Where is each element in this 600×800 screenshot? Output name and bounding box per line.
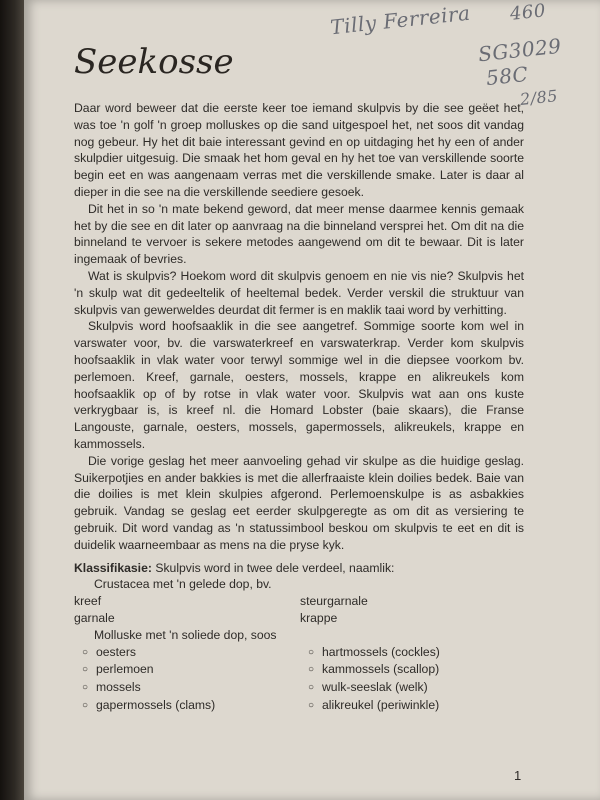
list-item: ○ mossels — [74, 679, 300, 697]
handwritten-code: 2/85 — [519, 86, 559, 109]
list-item: ○ perlemoen — [74, 661, 300, 679]
paragraph: Wat is skulpvis? Hoekom word dit skulpvis genoem en nie vis nie? Skulpvis het 'n skulp wat dit gedeeltelik of heeltemal bedek. Verder verskil die struktuur van skulpvis van gewerweldes deurdat dit fermer is en maklik taai word by verhitting. — [74, 268, 524, 317]
list-item: krappe — [300, 610, 338, 625]
book-binding — [0, 0, 24, 800]
classification-text: Skulpvis word in twee dele verdeel, naamlik: — [155, 560, 395, 575]
handwritten-code: 58C — [484, 61, 530, 91]
paragraph: Dit het in so 'n mate bekend geword, dat meer mense daarmee kennis gemaak het by die see en dit later op aanvraag na die binneland versprei het. Om dit na die binneland te vervoer is sekere metodes aangewend om dit te bewaar. Dit is later ingemaak of bevries. — [74, 201, 524, 267]
crustacea-heading: Crustacea met 'n gelede dop, bv. — [94, 577, 272, 592]
mollusca-heading: Molluske met 'n soliede dop, soos — [94, 627, 277, 642]
list-item: ○ alikreukel (periwinkle) — [300, 697, 524, 715]
list-item: garnale — [74, 610, 115, 625]
handwritten-name: Tilly Ferreira — [329, 0, 472, 40]
list-item: ○ kammossels (scallop) — [300, 661, 524, 679]
paragraph: Skulpvis word hoofsaaklik in die see aangetref. Sommige soorte kom wel in varswater voor, bv. die varswaterkreef en varswaterkrap. Verder kom skulpvis hoofsaaklik in vlak water voor terwyl sommige wel in die diepsee voorkom bv. perlemoen. Kreef, garnale, oesters, mossels, krappe en alikreukels kom hoofsaaklik op of by rotse in vlak water voor. Skulpvis wat aan ons kuste verkrygbaar is, is kreef nl. die Homard Lobster (baie skaars), die Franse Langouste, garnale, oesters, mossels, gapermossels, alikreukels, krappe en kammossels. — [74, 319, 524, 451]
handwritten-code: 460 — [509, 0, 547, 25]
page-title: Seekosse — [74, 42, 234, 82]
page-number: 1 — [514, 768, 522, 783]
list-item: ○ hartmossels (cockles) — [300, 644, 524, 662]
mollusca-list — [74, 644, 524, 715]
list-item: kreef — [74, 594, 102, 609]
list-item: ○ oesters — [74, 644, 300, 662]
list-item: steurgarnale — [300, 594, 368, 609]
paragraph: Daar word beweer dat die eerste keer toe iemand skulpvis by die see geëet het, was toe 'n golf 'n groep molluskes op die sand uitgespoel het, net soos dit vandag nog gebeur. Hy het dit baie interessant gevind en op uitdaging het hy een of ander skulpdier uitgesuig. Die smaak het hom geval en hy het toe van verskillende soorte begin eet en was aangenaam verras met die verskillende smake. Later is daar al dieper in die see na die verskillende seediere gesoek. — [74, 101, 524, 199]
paragraph: Die vorige geslag het meer aanvoeling gehad vir skulpe as die huidige geslag. Suikerpotjies en ander bakkies is met die allerfraaiste klein doilies bedek. Baie van die doilies is met klein skulpies afgerond. Perlemoenskulpe is as asbakkies gebruik. Vandag se geslag eet eerder skulpgeregte as om dit as versiering te gebruik. Dit word vandag as 'n statussimbool beskou om skulpvis te eet en dit is duidelik waarneembaar as mens na die pryse kyk. — [74, 453, 524, 552]
classification-line — [74, 560, 524, 577]
classification-label: Klassifikasie: — [74, 560, 152, 575]
body-text — [74, 100, 524, 715]
handwritten-code: SG3029 — [476, 33, 563, 67]
crustacea-list — [74, 593, 524, 627]
list-item: ○ wulk-seeslak (welk) — [300, 679, 524, 697]
list-item: ○ gapermossels (clams) — [74, 697, 300, 715]
